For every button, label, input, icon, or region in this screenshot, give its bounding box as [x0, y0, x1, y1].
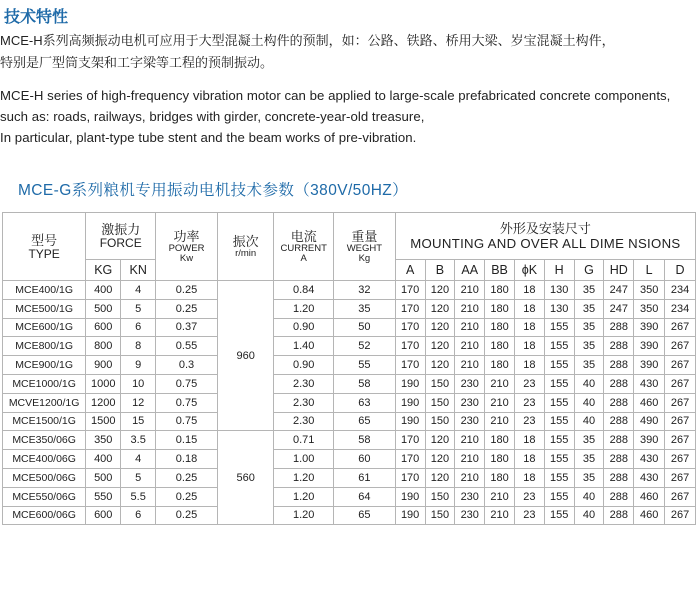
cell-model: MCE400/1G [3, 281, 86, 300]
cell-force-kg: 500 [86, 299, 121, 318]
cell-dim: 120 [425, 356, 455, 375]
cell-power: 0.37 [156, 318, 218, 337]
cell-dim: 288 [604, 506, 634, 525]
cell-power: 0.18 [156, 450, 218, 469]
header-speed-cn: 振次 [232, 233, 259, 249]
header-dim-b: B [425, 260, 455, 281]
cell-dim: 267 [665, 356, 696, 375]
cell-dim: 18 [514, 468, 544, 487]
header-current-en: CURRENT [280, 242, 327, 254]
cell-model: MCE800/1G [3, 337, 86, 356]
cell-force-kg: 350 [86, 431, 121, 450]
cell-weight: 64 [334, 487, 396, 506]
desc-en-line-3: In particular, plant-type tube stent and the beam works of pre-vibration. [0, 130, 417, 145]
cell-dim: 120 [425, 299, 455, 318]
cell-dim: 170 [395, 468, 425, 487]
cell-force-kg: 600 [86, 506, 121, 525]
cell-force-kg: 800 [86, 337, 121, 356]
cell-model: MCVE1200/1G [3, 393, 86, 412]
cell-dim: 155 [544, 487, 574, 506]
cell-current: 1.20 [274, 299, 334, 318]
cell-weight: 60 [334, 450, 396, 469]
cell-dim: 40 [574, 374, 604, 393]
cell-force-kn: 5.5 [121, 487, 156, 506]
cell-current: 2.30 [274, 374, 334, 393]
cell-dim: 18 [514, 337, 544, 356]
cell-dim: 390 [634, 318, 665, 337]
cell-force-kn: 5 [121, 299, 156, 318]
header-type [3, 213, 86, 281]
cell-dim: 35 [574, 318, 604, 337]
header-dim-k: ϕK [514, 260, 544, 281]
header-weight [334, 213, 396, 281]
header-speed-unit: r/min [235, 247, 257, 259]
cell-dim: 430 [634, 374, 665, 393]
header-power-cn: 功率 [173, 228, 200, 244]
cell-dim: 170 [395, 299, 425, 318]
cell-dim: 210 [485, 393, 515, 412]
cell-dim: 230 [455, 487, 485, 506]
cell-dim: 155 [544, 393, 574, 412]
cell-dim: 180 [485, 468, 515, 487]
cell-current: 1.40 [274, 337, 334, 356]
cell-dim: 210 [455, 299, 485, 318]
cell-power: 0.25 [156, 506, 218, 525]
cell-dim: 430 [634, 450, 665, 469]
cell-power: 0.25 [156, 281, 218, 300]
cell-force-kn: 10 [121, 374, 156, 393]
cell-dim: 210 [455, 468, 485, 487]
cell-dim: 430 [634, 468, 665, 487]
cell-dim: 150 [425, 393, 455, 412]
table-row [3, 393, 696, 412]
table-row [3, 356, 696, 375]
cell-dim: 130 [544, 281, 574, 300]
header-power [156, 213, 218, 281]
cell-dim: 190 [395, 412, 425, 431]
table-row [3, 506, 696, 525]
header-force-cn: 激振力 [101, 222, 141, 237]
spec-table-body [3, 281, 696, 525]
cell-dim: 247 [604, 281, 634, 300]
cell-dim: 170 [395, 337, 425, 356]
header-power-unit: Kw [179, 252, 194, 264]
cell-dim: 40 [574, 487, 604, 506]
cell-weight: 58 [334, 374, 396, 393]
cell-model: MCE600/1G [3, 318, 86, 337]
cell-weight: 50 [334, 318, 396, 337]
cell-dim: 490 [634, 412, 665, 431]
cell-dim: 180 [485, 337, 515, 356]
cell-weight: 52 [334, 337, 396, 356]
header-mounting-cn: 外形及安装尺寸 [499, 220, 591, 236]
cell-dim: 390 [634, 337, 665, 356]
cell-force-kg: 400 [86, 281, 121, 300]
cell-power: 0.25 [156, 468, 218, 487]
spec-table [2, 212, 696, 525]
desc-cn-line-2: 特别是厂型筒支架和工字梁等工程的预制振动。 [0, 55, 274, 70]
cell-force-kg: 400 [86, 450, 121, 469]
cell-weight: 55 [334, 356, 396, 375]
cell-dim: 23 [514, 393, 544, 412]
cell-weight: 65 [334, 412, 396, 431]
cell-dim: 210 [455, 281, 485, 300]
cell-dim: 18 [514, 356, 544, 375]
cell-dim: 210 [485, 506, 515, 525]
cell-force-kn: 4 [121, 450, 156, 469]
header-type-en: TYPE [28, 246, 60, 261]
cell-force-kg: 550 [86, 487, 121, 506]
cell-dim: 230 [455, 393, 485, 412]
cell-dim: 40 [574, 393, 604, 412]
cell-dim: 210 [485, 487, 515, 506]
cell-model: MCE550/06G [3, 487, 86, 506]
cell-model: MCE1000/1G [3, 374, 86, 393]
cell-dim: 35 [574, 281, 604, 300]
cell-model: MCE350/06G [3, 431, 86, 450]
cell-dim: 210 [455, 318, 485, 337]
cell-dim: 288 [604, 450, 634, 469]
cell-dim: 120 [425, 281, 455, 300]
cell-dim: 210 [485, 412, 515, 431]
cell-dim: 18 [514, 431, 544, 450]
cell-weight: 32 [334, 281, 396, 300]
cell-power: 0.55 [156, 337, 218, 356]
header-dim-g: G [574, 260, 604, 281]
header-current [274, 213, 334, 281]
cell-dim: 267 [665, 393, 696, 412]
cell-dim: 267 [665, 431, 696, 450]
cell-dim: 23 [514, 487, 544, 506]
cell-dim: 120 [425, 318, 455, 337]
section-title-params: MCE-G系列粮机专用振动电机技术参数（380V/50HZ） [18, 182, 409, 199]
cell-dim: 460 [634, 393, 665, 412]
cell-dim: 35 [574, 450, 604, 469]
cell-dim: 288 [604, 356, 634, 375]
header-kg: KG [86, 260, 121, 281]
cell-dim: 230 [455, 506, 485, 525]
header-force-en: FORCE [99, 236, 142, 250]
cell-dim: 18 [514, 450, 544, 469]
cell-current: 1.20 [274, 468, 334, 487]
cell-force-kn: 9 [121, 356, 156, 375]
cell-weight: 35 [334, 299, 396, 318]
cell-dim: 267 [665, 374, 696, 393]
cell-model: MCE600/06G [3, 506, 86, 525]
cell-current: 0.84 [274, 281, 334, 300]
cell-dim: 120 [425, 450, 455, 469]
header-dim-aa: AA [455, 260, 485, 281]
desc-en-line-1: MCE-H series of high-frequency vibration motor can be applied to large-scale prefabricated concrete components, [0, 88, 671, 103]
cell-dim: 180 [485, 450, 515, 469]
cell-dim: 210 [455, 431, 485, 450]
cell-dim: 18 [514, 281, 544, 300]
cell-force-kn: 6 [121, 318, 156, 337]
cell-force-kn: 8 [121, 337, 156, 356]
cell-dim: 40 [574, 506, 604, 525]
cell-dim: 210 [455, 337, 485, 356]
header-weight-cn: 重量 [351, 228, 378, 244]
cell-force-kg: 600 [86, 318, 121, 337]
cell-dim: 247 [604, 299, 634, 318]
cell-model: MCE400/06G [3, 450, 86, 469]
cell-dim: 390 [634, 356, 665, 375]
cell-power: 0.25 [156, 299, 218, 318]
header-kn: KN [121, 260, 156, 281]
cell-current: 1.20 [274, 506, 334, 525]
cell-dim: 267 [665, 506, 696, 525]
cell-force-kg: 1500 [86, 412, 121, 431]
cell-dim: 190 [395, 487, 425, 506]
cell-dim: 150 [425, 412, 455, 431]
cell-model: MCE500/1G [3, 299, 86, 318]
header-dim-h: H [544, 260, 574, 281]
header-mounting [395, 213, 695, 260]
header-current-cn: 电流 [290, 228, 317, 244]
header-force [86, 213, 156, 260]
cell-dim: 23 [514, 412, 544, 431]
header-weight-en: WEGHT [346, 242, 383, 254]
cell-current: 1.20 [274, 487, 334, 506]
cell-current: 0.71 [274, 431, 334, 450]
cell-current: 0.90 [274, 356, 334, 375]
cell-dim: 155 [544, 356, 574, 375]
table-row [3, 468, 696, 487]
cell-dim: 40 [574, 412, 604, 431]
cell-model: MCE1500/1G [3, 412, 86, 431]
table-row [3, 450, 696, 469]
cell-force-kg: 1000 [86, 374, 121, 393]
cell-dim: 350 [634, 299, 665, 318]
section-title-features: 技术特性 [4, 9, 69, 26]
table-row [3, 299, 696, 318]
cell-dim: 460 [634, 506, 665, 525]
header-type-cn: 型号 [31, 232, 58, 248]
cell-dim: 18 [514, 318, 544, 337]
cell-dim: 23 [514, 506, 544, 525]
cell-dim: 170 [395, 431, 425, 450]
cell-dim: 390 [634, 431, 665, 450]
cell-dim: 210 [485, 374, 515, 393]
table-row [3, 431, 696, 450]
cell-weight: 63 [334, 393, 396, 412]
cell-model: MCE500/06G [3, 468, 86, 487]
cell-current: 2.30 [274, 412, 334, 431]
cell-dim: 35 [574, 431, 604, 450]
cell-dim: 155 [544, 318, 574, 337]
cell-speed: 560 [217, 431, 274, 525]
cell-dim: 190 [395, 506, 425, 525]
cell-dim: 267 [665, 337, 696, 356]
cell-dim: 234 [665, 299, 696, 318]
cell-dim: 35 [574, 468, 604, 487]
cell-power: 0.75 [156, 393, 218, 412]
cell-dim: 288 [604, 468, 634, 487]
cell-dim: 155 [544, 506, 574, 525]
cell-current: 1.00 [274, 450, 334, 469]
cell-force-kg: 500 [86, 468, 121, 487]
cell-force-kn: 6 [121, 506, 156, 525]
cell-force-kg: 900 [86, 356, 121, 375]
table-row [3, 412, 696, 431]
table-row [3, 337, 696, 356]
cell-dim: 130 [544, 299, 574, 318]
cell-dim: 230 [455, 412, 485, 431]
cell-dim: 120 [425, 468, 455, 487]
cell-dim: 150 [425, 506, 455, 525]
header-dim-a: A [395, 260, 425, 281]
cell-dim: 210 [455, 450, 485, 469]
cell-dim: 170 [395, 318, 425, 337]
header-current-unit: A [300, 252, 307, 264]
cell-dim: 150 [425, 487, 455, 506]
cell-power: 0.15 [156, 431, 218, 450]
cell-dim: 288 [604, 337, 634, 356]
cell-dim: 155 [544, 450, 574, 469]
cell-power: 0.75 [156, 374, 218, 393]
table-row [3, 487, 696, 506]
cell-current: 0.90 [274, 318, 334, 337]
cell-dim: 155 [544, 337, 574, 356]
cell-weight: 65 [334, 506, 396, 525]
cell-dim: 350 [634, 281, 665, 300]
cell-dim: 288 [604, 318, 634, 337]
cell-dim: 120 [425, 337, 455, 356]
cell-dim: 288 [604, 487, 634, 506]
cell-power: 0.3 [156, 356, 218, 375]
cell-power: 0.75 [156, 412, 218, 431]
cell-dim: 267 [665, 468, 696, 487]
cell-dim: 288 [604, 412, 634, 431]
cell-dim: 35 [574, 356, 604, 375]
cell-dim: 288 [604, 393, 634, 412]
cell-dim: 267 [665, 450, 696, 469]
cell-dim: 120 [425, 431, 455, 450]
cell-dim: 170 [395, 450, 425, 469]
cell-speed: 960 [217, 281, 274, 431]
table-row [3, 374, 696, 393]
cell-force-kn: 12 [121, 393, 156, 412]
cell-dim: 170 [395, 281, 425, 300]
cell-dim: 267 [665, 412, 696, 431]
cell-dim: 180 [485, 318, 515, 337]
header-dim-l: L [634, 260, 665, 281]
cell-dim: 180 [485, 431, 515, 450]
table-row [3, 318, 696, 337]
cell-weight: 61 [334, 468, 396, 487]
cell-dim: 150 [425, 374, 455, 393]
cell-power: 0.25 [156, 487, 218, 506]
cell-dim: 190 [395, 393, 425, 412]
cell-dim: 267 [665, 318, 696, 337]
cell-dim: 288 [604, 374, 634, 393]
cell-dim: 230 [455, 374, 485, 393]
cell-dim: 18 [514, 299, 544, 318]
cell-dim: 180 [485, 299, 515, 318]
header-speed [217, 213, 274, 281]
cell-force-kn: 5 [121, 468, 156, 487]
cell-current: 2.30 [274, 393, 334, 412]
cell-dim: 288 [604, 431, 634, 450]
cell-dim: 267 [665, 487, 696, 506]
cell-dim: 180 [485, 356, 515, 375]
cell-dim: 155 [544, 468, 574, 487]
header-power-en: POWER [168, 242, 205, 254]
cell-dim: 35 [574, 337, 604, 356]
cell-dim: 180 [485, 281, 515, 300]
table-row [3, 281, 696, 300]
cell-force-kg: 1200 [86, 393, 121, 412]
desc-en-line-2: such as: roads, railways, bridges with girder, concrete-year-old treasure, [0, 109, 425, 124]
cell-dim: 460 [634, 487, 665, 506]
cell-dim: 190 [395, 374, 425, 393]
cell-dim: 234 [665, 281, 696, 300]
cell-force-kn: 4 [121, 281, 156, 300]
cell-model: MCE900/1G [3, 356, 86, 375]
cell-dim: 170 [395, 356, 425, 375]
header-weight-unit: Kg [358, 252, 371, 264]
cell-dim: 35 [574, 299, 604, 318]
cell-force-kn: 3.5 [121, 431, 156, 450]
desc-cn-line-1: MCE-H系列高频振动电机可应用于大型混凝土构件的预制，如：公路、铁路、桥用大梁、岁宝混凝土构件， [0, 33, 615, 48]
cell-dim: 155 [544, 431, 574, 450]
cell-dim: 23 [514, 374, 544, 393]
header-dim-hd: HD [604, 260, 634, 281]
cell-weight: 58 [334, 431, 396, 450]
cell-dim: 210 [455, 356, 485, 375]
cell-force-kn: 15 [121, 412, 156, 431]
header-dim-d: D [665, 260, 696, 281]
cell-dim: 155 [544, 374, 574, 393]
cell-dim: 155 [544, 412, 574, 431]
header-mounting-en: MOUNTING AND OVER ALL DIME NSIONS [410, 235, 681, 251]
header-dim-bb: BB [485, 260, 515, 281]
